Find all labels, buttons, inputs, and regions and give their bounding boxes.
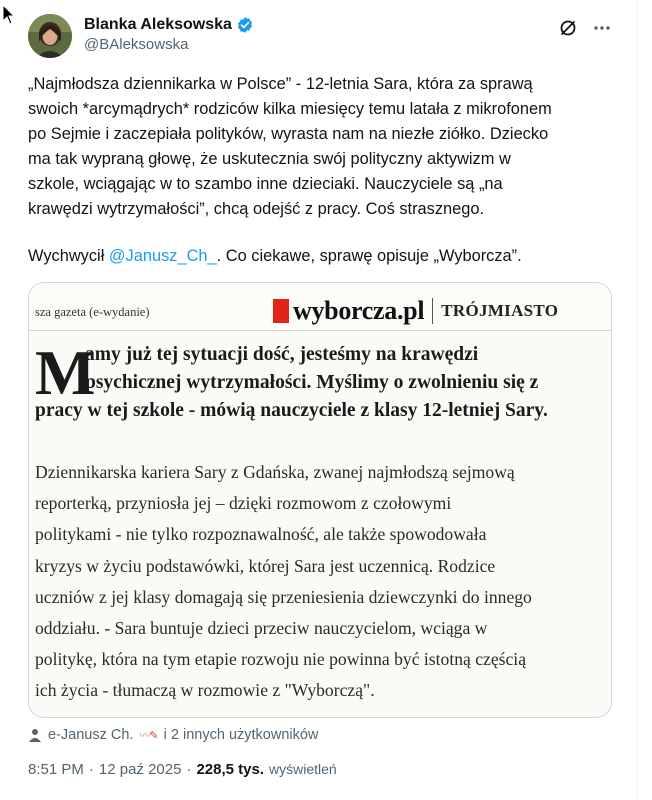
body-line-3: politykami - nie tylko rozpoznawalność, ale także spowodowała <box>35 524 487 545</box>
tweet-p2-prefix: Wychwycił <box>28 247 109 265</box>
author-display-name[interactable]: Blanka Aleksowska <box>84 16 232 33</box>
collab-name[interactable]: e-Janusz Ch. <box>48 727 134 743</box>
mouse-cursor-icon <box>2 4 16 26</box>
mention-link[interactable]: @Janusz_Ch_ <box>108 247 217 265</box>
tweet-date[interactable]: 12 paź 2025 <box>98 761 182 778</box>
header-actions <box>558 18 612 38</box>
tweet-meta <box>28 761 337 778</box>
timeline-border <box>636 0 637 800</box>
avatar-photo <box>28 14 72 58</box>
author-name[interactable] <box>84 16 254 34</box>
brand-logo <box>273 296 558 326</box>
lead-line-2: psychicznej wytrzymałości. Myślimy o zwolnieniu się z <box>85 372 539 393</box>
verified-badge-icon <box>236 16 254 34</box>
tweet-p2-suffix: . Co ciekawe, sprawę opisuje „Wyborcza”. <box>216 247 522 265</box>
author-handle[interactable]: @BAleksowska <box>84 36 189 53</box>
article-body <box>35 457 607 707</box>
body-line-5: uczniów z jej klasy domagają się przeniesienia dziewczynki do innego <box>35 586 532 607</box>
meta-separator-2: · <box>186 761 192 778</box>
body-line-6: oddziału. - Sara buntuje dzieci przeciw nauczycielom, wciąga w <box>35 618 488 639</box>
attached-image[interactable] <box>28 282 612 718</box>
grok-icon[interactable] <box>558 18 578 38</box>
collaborators-row[interactable] <box>28 725 318 745</box>
body-line-2: reporterką, przyniosła jej – dzięki rozmowom z czołowymi <box>35 493 452 514</box>
avatar[interactable] <box>28 14 72 58</box>
tweet-text-paragraph-2 <box>28 244 612 269</box>
body-line-7: politykę, która na tym etapie rozwoju nie powinna być istotną częścią <box>35 649 527 670</box>
tweet-header <box>28 14 618 58</box>
dropcap: M <box>35 337 96 408</box>
person-icon <box>28 728 42 742</box>
author-block <box>84 16 254 53</box>
collab-rest[interactable]: i 2 innych użytkowników <box>163 727 319 743</box>
body-line-1: Dziennikarska kariera Sary z Gdańska, zwanej najmłodszą sejmową <box>35 462 515 482</box>
views-count: 228,5 tys. <box>196 761 265 778</box>
more-icon[interactable] <box>592 18 612 38</box>
gazeta-label: sza gazeta (e-wydanie) <box>35 305 150 319</box>
body-line-4: kryzys w życiu podstawówki, której Sara jest uczennicą. Rodzice <box>35 555 496 576</box>
brand-square-icon <box>273 299 289 323</box>
lead-line-3: pracy w tej szkole - mówią nauczyciele z klasy 12-letniej Sary. <box>35 400 548 421</box>
collab-name-emoji: 〰✎ <box>139 730 158 742</box>
body-line-8: ich życia - tłumaczą w rozmowie z "Wyborczą". <box>35 680 375 701</box>
meta-separator-1: · <box>88 761 94 778</box>
views-label: wyświetleń <box>269 761 337 777</box>
tweet-time[interactable]: 8:51 PM <box>28 761 84 778</box>
brand-name: wyborcza.pl <box>293 296 425 325</box>
lead-line-1: amy już tej sytuacji dość, jesteśmy na krawędzi <box>85 344 479 365</box>
tweet-text-paragraph-1: „Najmłodsza dziennikarka w Polsce” - 12-letnia Sara, która za sprawą swoich *arcymądrych* rodziców kilka miesięcy temu latała z mikrofonem po Sejmie i zaczepiała polityków, wyrasta nam na niezłe ziółko. Dziecko ma tak wypraną głowę, że uskutecznia swój polityczny aktywizm w szkole, wciągając w to szambo inne dzieciaki. Nauczyciele są „na krawędzi wytrzymałości”, chcą odejść z pracy. Coś strasznego. <box>28 75 552 218</box>
brand-city: TRÓJMIASTO <box>441 301 559 320</box>
newspaper-masthead <box>29 283 611 331</box>
brand-separator <box>432 298 433 324</box>
